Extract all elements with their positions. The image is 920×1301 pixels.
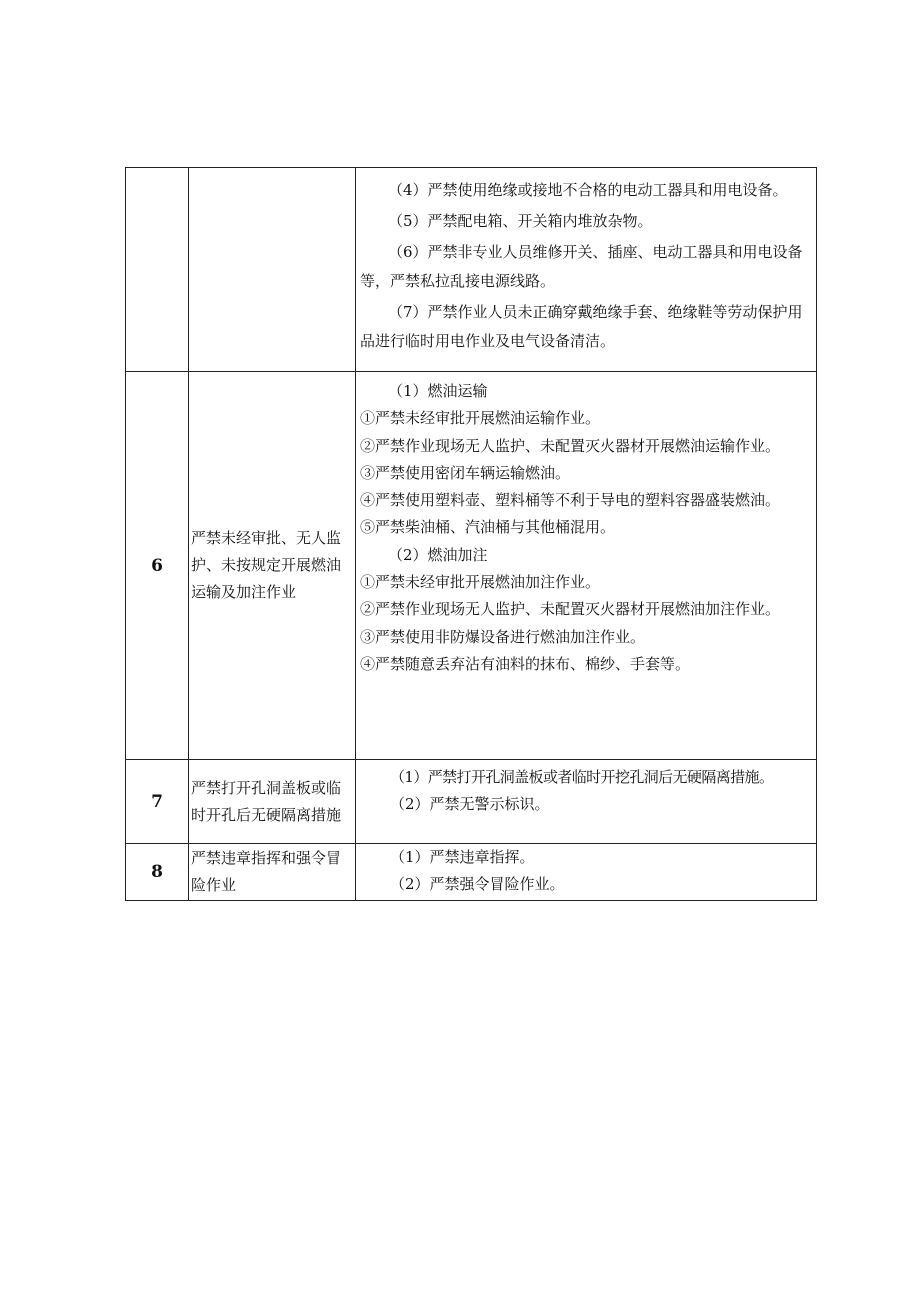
row-content-cell <box>356 168 817 372</box>
content-line: ①严禁未经审批开展燃油加注作业。 <box>360 573 601 592</box>
content-line: ②严禁作业现场无人监护、未配置灭火器材开展燃油加注作业。 <box>360 600 781 619</box>
table-row-continued <box>126 168 817 372</box>
table-row-8 <box>126 844 817 901</box>
rules-table <box>125 167 817 901</box>
row-number-cell <box>126 168 189 372</box>
content-line: ⑤严禁柴油桶、汽油桶与其他桶混用。 <box>360 518 616 537</box>
content-line: （2）燃油加注 <box>388 545 488 564</box>
content-line: （6）严禁非专业人员维修开关、插座、电动工器具和用电设备等，严禁私拉乱接电源线路。 <box>360 243 803 290</box>
row-title: 严禁违章指挥和强令冒险作业 <box>189 844 356 901</box>
content-line: ③严禁使用非防爆设备进行燃油加注作业。 <box>360 627 646 646</box>
row-content-cell <box>356 372 817 760</box>
table-row-7 <box>126 760 817 844</box>
row-number: 7 <box>126 760 189 844</box>
row-content-cell <box>356 844 817 901</box>
content-line: （1）严禁打开孔洞盖板或者临时开挖孔洞后无硬隔离措施。 <box>390 768 774 786</box>
row-title: 严禁打开孔洞盖板或临时开孔后无硬隔离措施 <box>189 760 356 844</box>
content-line: ④严禁随意丢弃沾有油料的抹布、棉纱、手套等。 <box>360 654 691 673</box>
row-title-cell <box>189 168 356 372</box>
table-row-6 <box>126 372 817 760</box>
content-line: （1）严禁违章指挥。 <box>390 848 535 866</box>
row-number: 6 <box>126 372 189 760</box>
content-line: （5）严禁配电箱、开关箱内堆放杂物。 <box>388 212 653 230</box>
row-content-cell <box>356 760 817 844</box>
content-line: （2）严禁强令冒险作业。 <box>390 875 565 893</box>
content-line: （2）严禁无警示标识。 <box>390 795 550 813</box>
row-title: 严禁未经审批、无人监护、未按规定开展燃油运输及加注作业 <box>189 372 356 760</box>
content-line: （1）燃油运输 <box>388 382 488 400</box>
row-number: 8 <box>126 844 189 901</box>
content-line: ④严禁使用塑料壶、塑料桶等不利于导电的塑料容器盛装燃油。 <box>360 491 781 510</box>
content-line: ①严禁未经审批开展燃油运输作业。 <box>360 409 601 428</box>
content-line: ②严禁作业现场无人监护、未配置灭火器材开展燃油运输作业。 <box>360 436 781 455</box>
content-line: ③严禁使用密闭车辆运输燃油。 <box>360 463 571 482</box>
content-line: （4）严禁使用绝缘或接地不合格的电动工器具和用电设备。 <box>388 181 788 199</box>
content-line: （7）严禁作业人员未正确穿戴绝缘手套、绝缘鞋等劳动保护用品进行临时用电作业及电气设备清洁。 <box>360 303 803 350</box>
